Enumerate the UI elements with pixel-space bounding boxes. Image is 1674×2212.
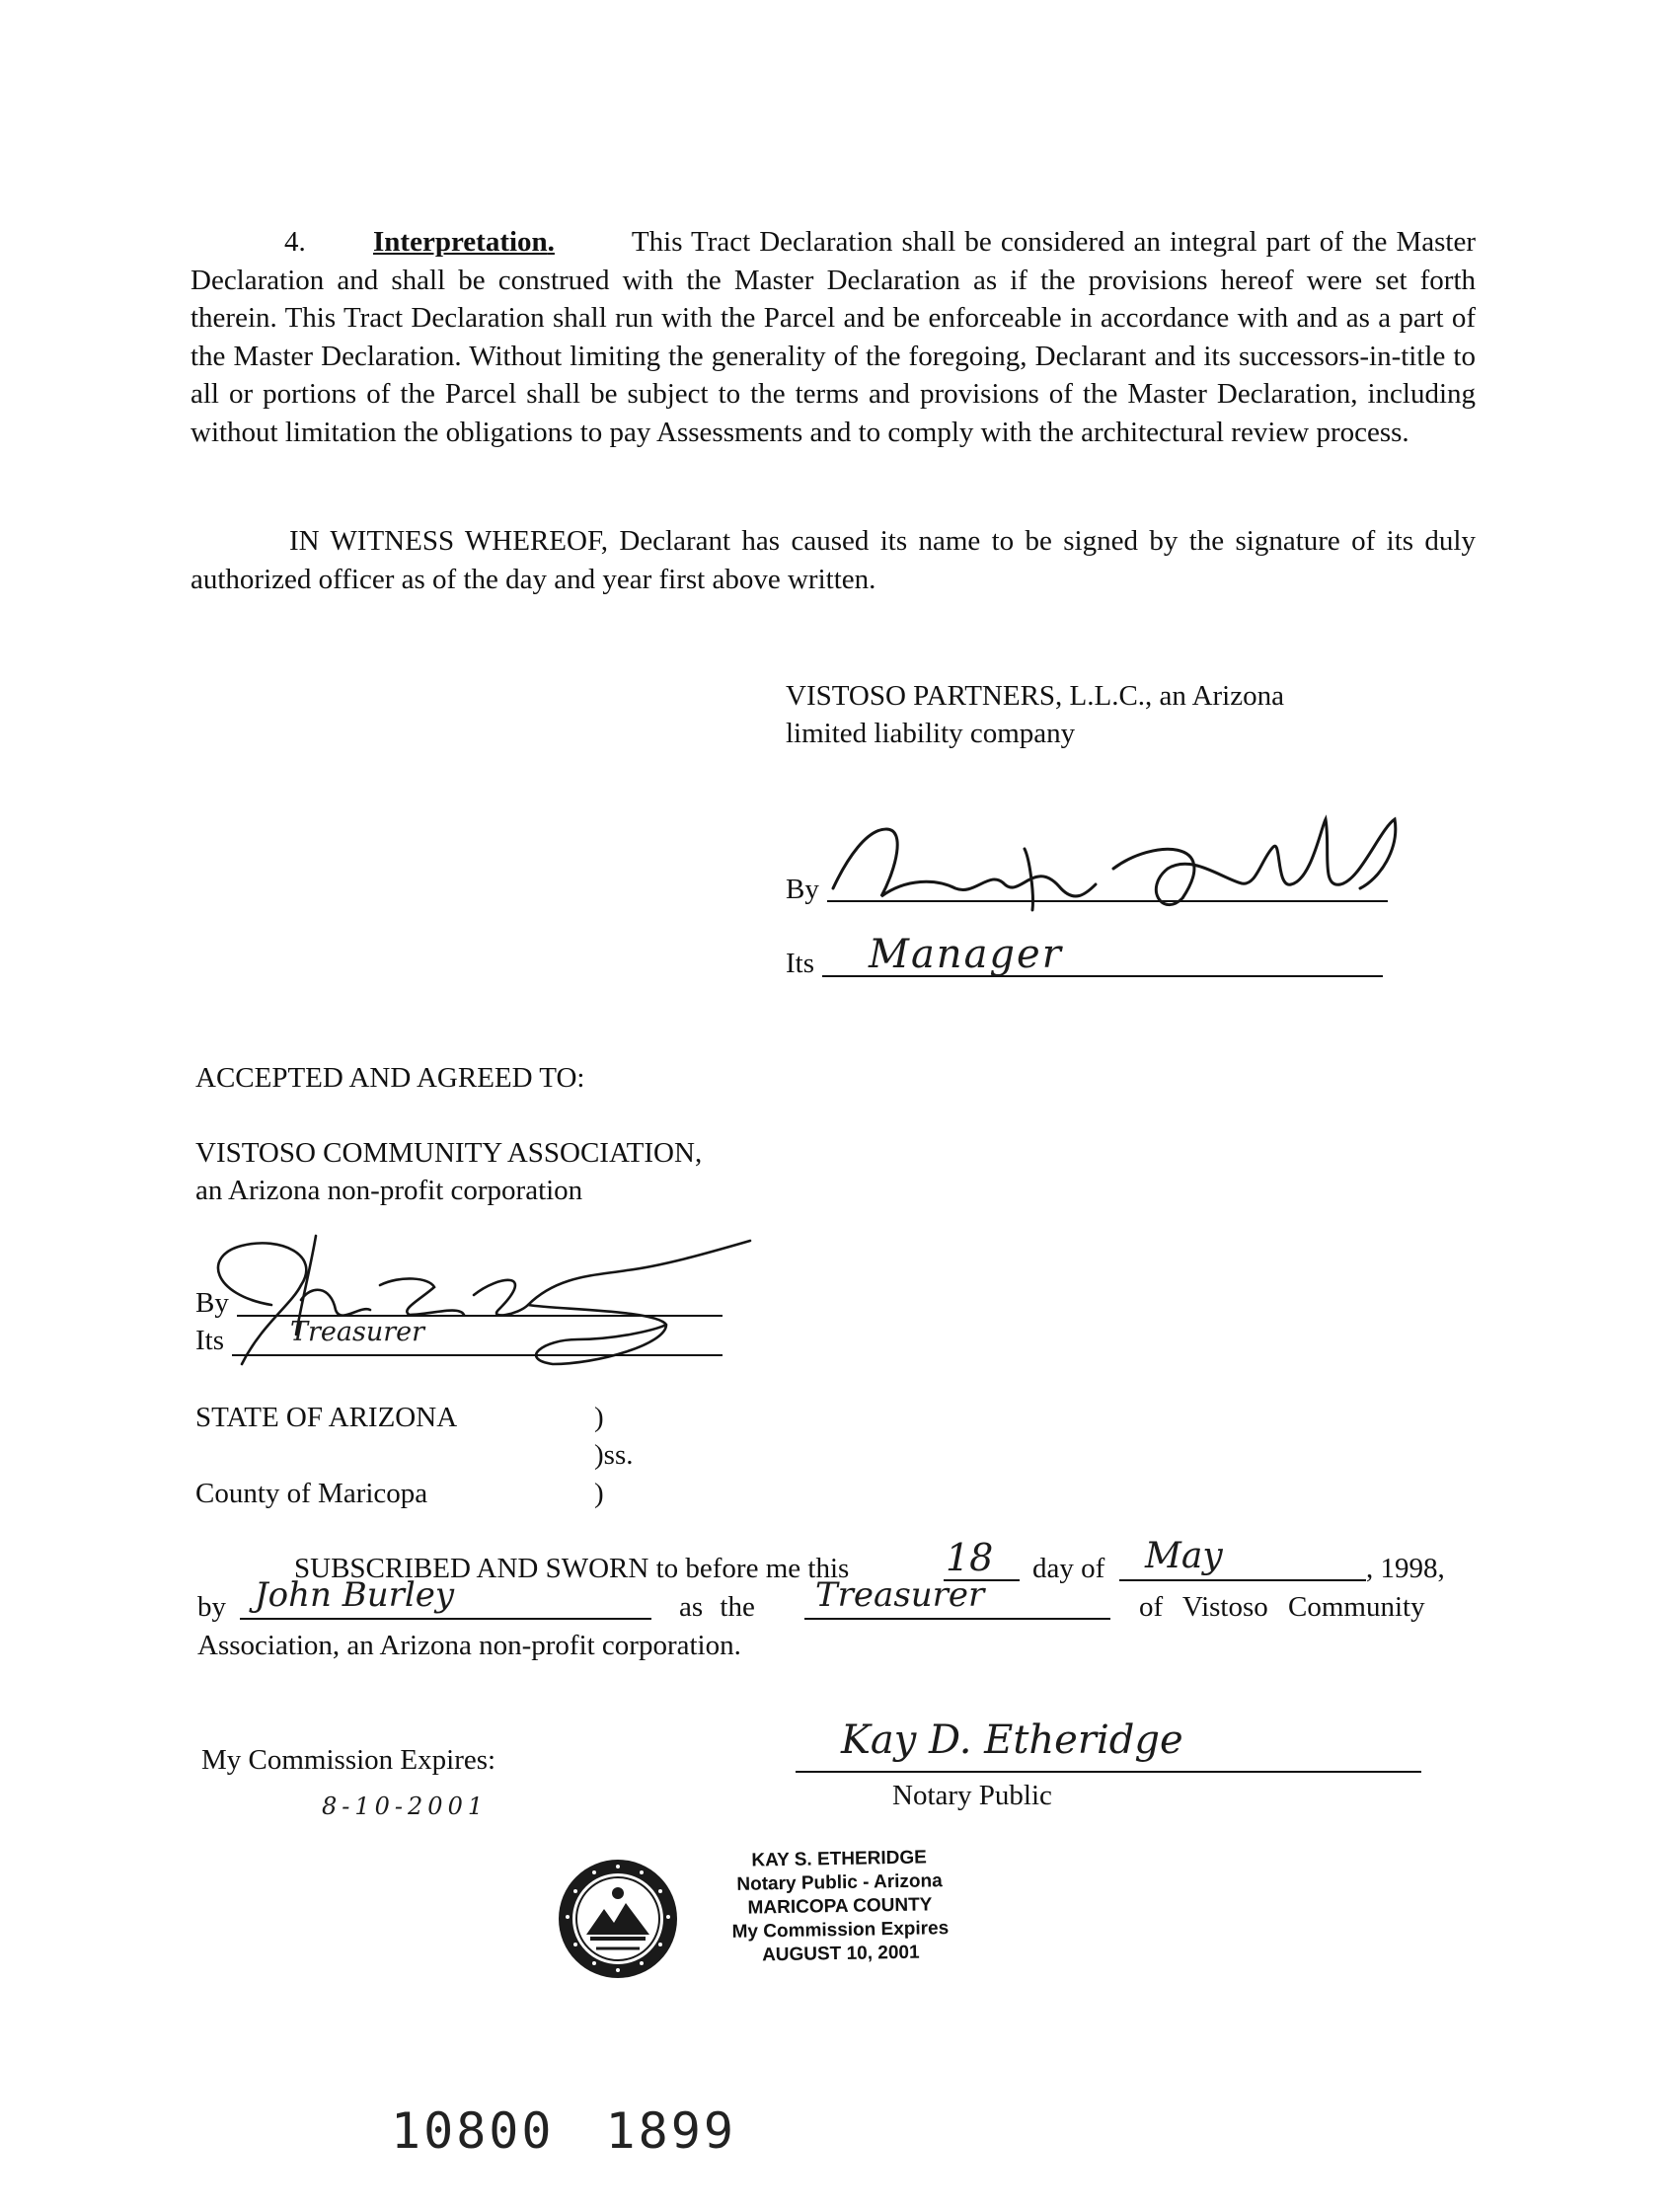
- association-signature: [202, 1216, 755, 1384]
- accepted-org-line2: an Arizona non-profit corporation: [195, 1175, 583, 1206]
- commission-date-handwritten: 8-10-2001: [322, 1792, 489, 1820]
- state-seal-emblem: [557, 1858, 679, 1980]
- association-its-label: Its: [195, 1325, 224, 1356]
- jurat-of-org: of Vistoso Community: [1139, 1591, 1425, 1623]
- notary-label: Notary Public: [892, 1780, 1052, 1811]
- notary-signature-line: [796, 1771, 1421, 1773]
- witness-paragraph: IN WITNESS WHEREOF, Declarant has caused its name to be signed by the signature of its duly authorized officer as of the day and year first above written.: [190, 525, 1476, 595]
- jurat-part1: SUBSCRIBED AND SWORN to before me this: [294, 1553, 850, 1584]
- venue-ss: )ss.: [594, 1439, 634, 1471]
- jurat-line3: Association, an Arizona non-profit corporation.: [197, 1630, 741, 1661]
- jurat-part2: day of: [1032, 1553, 1105, 1584]
- declarant-title-handwritten: Manager: [869, 932, 1063, 977]
- recording-number: [391, 2102, 788, 2160]
- declarant-by-label: By: [786, 874, 819, 905]
- notary-signature: Kay D. Etheridge: [841, 1717, 1183, 1763]
- jurat-year: , 1998,: [1366, 1553, 1445, 1584]
- declarant-name-line2: limited liability company: [786, 718, 1076, 749]
- declarant-its-label: Its: [786, 948, 814, 979]
- stamp-line5: AUGUST 10, 2001: [761, 1942, 920, 1966]
- jurat-month-line: [1119, 1579, 1366, 1581]
- commission-label: My Commission Expires:: [201, 1744, 496, 1776]
- section-4-paragraph: [190, 223, 1476, 451]
- jurat-day-handwritten: 18: [946, 1536, 994, 1579]
- section-body: This Tract Declaration shall be considered an integral part of the Master Declaration and shall be construed with the Master Declaration as if the provisions hereof were set forth therein. This Tract Declaration shall run with the Parcel and be enforceable in accordance with and as a part of the Master Declaration. Without limiting the generality of the foregoing, Declarant and its successors-in-title to all or portions of the Parcel shall be subject to the terms and provisions of the Master Declaration, including without limitation the obligations to pay Assessments and to comply with the architectural review process.: [190, 226, 1476, 448]
- association-title-handwritten: Treasurer: [290, 1317, 425, 1347]
- venue-county: County of Maricopa: [195, 1478, 428, 1509]
- venue-paren-close: ): [594, 1478, 604, 1509]
- declarant-name-line1: VISTOSO PARTNERS, L.L.C., an Arizona: [786, 680, 1284, 712]
- accepted-heading: ACCEPTED AND AGREED TO:: [195, 1062, 585, 1094]
- jurat-as-the: as the: [679, 1591, 755, 1623]
- stamp-line1: KAY S. ETHERIDGE: [751, 1847, 928, 1871]
- jurat-by-label: by: [197, 1591, 226, 1623]
- recording-docket: 10800: [391, 2102, 555, 2160]
- recording-page: 1899: [605, 2102, 736, 2160]
- stamp-line4: My Commission Expires: [731, 1918, 950, 1943]
- section-heading: Interpretation.: [373, 226, 555, 258]
- stamp-line2: Notary Public - Arizona: [736, 1870, 943, 1895]
- jurat-name-line: [240, 1618, 651, 1620]
- notary-stamp-text: [696, 1845, 984, 1968]
- accepted-org-block: [195, 1134, 702, 1209]
- venue-state: STATE OF ARIZONA: [195, 1402, 458, 1433]
- association-by-label: By: [195, 1287, 229, 1319]
- jurat-title-handwritten: Treasurer: [815, 1575, 985, 1615]
- section-heading-punct: .: [547, 226, 555, 258]
- venue-paren-open: ): [594, 1402, 604, 1433]
- jurat-name-handwritten: John Burley: [255, 1575, 455, 1615]
- accepted-org-line1: VISTOSO COMMUNITY ASSOCIATION,: [195, 1137, 703, 1169]
- stamp-line3: MARICOPA COUNTY: [747, 1894, 933, 1919]
- section-number: 4.: [284, 226, 306, 258]
- declarant-signature: [827, 790, 1400, 918]
- jurat-month-handwritten: May: [1145, 1536, 1223, 1576]
- jurat-title-line: [804, 1618, 1110, 1620]
- declarant-name-block: [786, 677, 1284, 752]
- association-title-line: [232, 1354, 723, 1356]
